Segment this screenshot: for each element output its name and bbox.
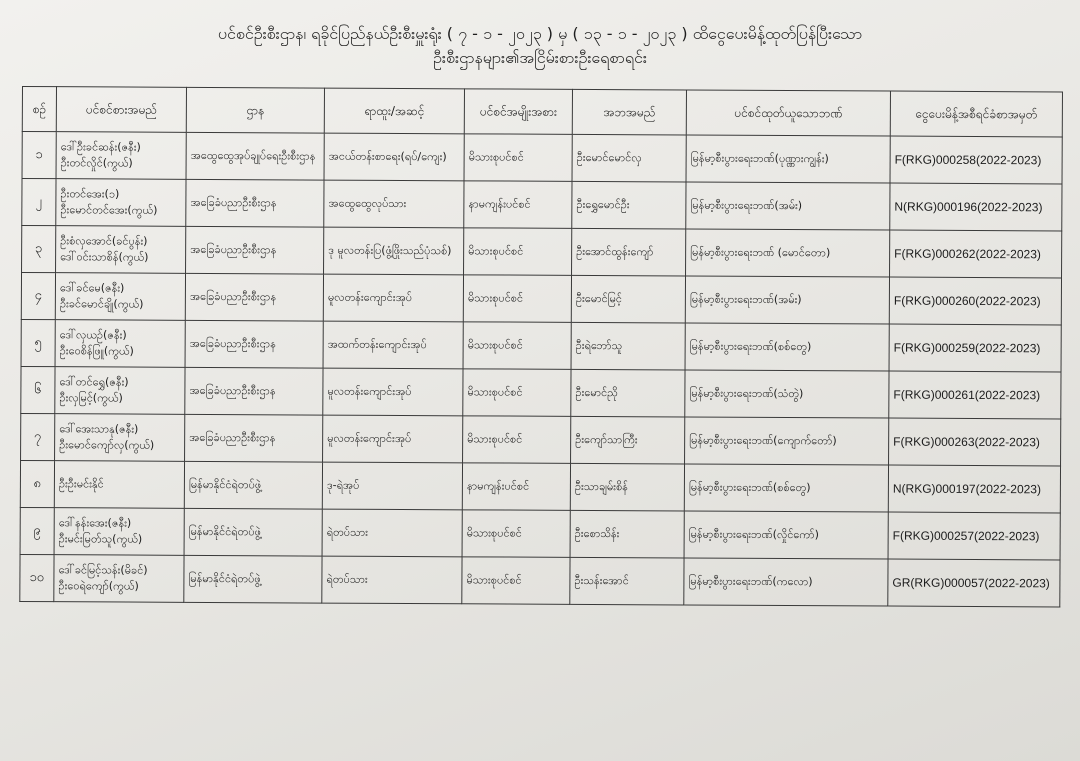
row-number: ၄: [21, 273, 55, 320]
document-title: [40, 22, 1040, 70]
department: အခြေခံပညာဦးစီးဌာန: [186, 179, 324, 227]
pensioner-name-line-1: ဦးတင်အေး(၁): [60, 187, 120, 201]
pension-type: မိသားစုပင်စင်: [462, 510, 570, 558]
row-number: ၆: [21, 366, 55, 413]
pensioner-name-line-2: ဦးဝေစိန်ဖြူ(ကွယ်): [59, 344, 134, 358]
department: မြန်မာနိုင်ငံရဲတပ်ဖွဲ့: [184, 555, 322, 603]
bank: မြန်မာ့စီးပွားရေးဘဏ်(စစ်တွေ): [685, 323, 889, 371]
father-name: ဦးမောင်မောင်လှ: [572, 134, 686, 182]
pensioner-name-line-1: ဦးဦးမင်းနိုင်: [58, 477, 104, 491]
bank: မြန်မာ့စီးပွားရေးဘဏ် (မောင်တော): [686, 229, 890, 277]
pensioner-name: [55, 414, 185, 462]
rank: အငယ်တန်းစာရေး(ရပ်/ကျေး): [324, 133, 464, 181]
row-number: ၇: [21, 413, 55, 460]
bank: မြန်မာ့စီးပွားရေးဘဏ်(အမ်း): [685, 276, 889, 324]
father-name: ဦးသန်းအောင်: [570, 557, 684, 605]
pensioner-name: [55, 320, 185, 368]
pensioner-name-line-1: ဒေါ်ခင်မေ(ဇနီး): [59, 281, 125, 295]
table-row: [20, 507, 1060, 559]
department: အခြေခံပညာဦးစီးဌာန: [185, 414, 323, 462]
row-number: ၃: [22, 226, 56, 273]
pensioner-name-line-1: ဒေါ်လှယဉ်(ဇနီး): [59, 328, 127, 342]
pensioner-name-line-2: ဦးမောင်တင်အေး(ကွယ်): [60, 203, 158, 217]
pensioner-name-line-2: ဦးတင်လှိုင်(ကွယ်): [60, 156, 133, 170]
report-number: F(RKG)000258(2022-2023): [890, 136, 1062, 184]
department: အထွေထွေအုပ်ချုပ်ရေးဦးစီးဌာန: [186, 132, 324, 180]
row-number: ၉: [20, 507, 54, 554]
rank: ဒု-ရဲအုပ်: [322, 462, 462, 510]
row-number: ၅: [21, 319, 55, 366]
pensioner-name-line-2: ဒေါ်ဝင်းသာစိန်(ကွယ်): [60, 250, 149, 264]
table-row: [21, 273, 1061, 325]
bank: မြန်မာ့စီးပွားရေးဘဏ်(စစ်တွေ): [684, 464, 888, 512]
rank: မူလတန်းကျောင်းအုပ်: [323, 415, 463, 463]
department: မြန်မာနိုင်ငံရဲတပ်ဖွဲ့: [184, 461, 322, 509]
pensioner-name: [54, 508, 184, 556]
table-row: [22, 226, 1062, 278]
report-number: F(RKG)000259(2022-2023): [889, 324, 1061, 372]
rank: ရဲတပ်သား: [322, 556, 462, 604]
col-header-father-name: အဘအမည်: [572, 89, 686, 135]
pension-type: မိသားစုပင်စင်: [463, 369, 571, 417]
pension-type: မိသားစုပင်စင်: [464, 134, 572, 182]
father-name: ဦးရဲဘော်သူ: [571, 322, 685, 370]
department: အခြေခံပညာဦးစီးဌာန: [185, 320, 323, 368]
report-number: F(RKG)000263(2022-2023): [889, 418, 1061, 466]
report-number: F(RKG)000257(2022-2023): [888, 512, 1060, 560]
table-row: [22, 132, 1062, 184]
pension-type: မိသားစုပင်စင်: [463, 416, 571, 464]
pensioner-name: [56, 132, 186, 180]
department: အခြေခံပညာဦးစီးဌာန: [185, 273, 323, 321]
pension-type: နာမကျန်းပင်စင်: [464, 181, 572, 229]
table-row: [21, 319, 1061, 371]
pensioner-name-line-1: ဒေါ်တင်ရွှေ(ဇနီး): [59, 375, 129, 389]
col-header-rank: ရာထူး/အဆင့်: [324, 88, 464, 134]
father-name: ဦးအောင်ထွန်းကျော်: [572, 228, 686, 276]
row-number: ၁: [22, 132, 56, 179]
rank: မူလတန်းကျောင်းအုပ်: [323, 368, 463, 416]
pensioner-name: [55, 367, 185, 415]
table-row: [21, 366, 1061, 418]
row-number: ၈: [20, 460, 54, 507]
bank: မြန်မာ့စီးပွားရေးဘဏ်(အမ်း): [686, 182, 890, 230]
pensioner-name-line-2: ဦးခင်မောင်ချို(ကွယ်): [59, 297, 144, 311]
pension-type: နာမကျန်းပင်စင်: [462, 463, 570, 511]
father-name: ဦးမောင်မြင့်: [571, 275, 685, 323]
pensioner-name-line-1: ဦးစံလှအောင်(ခင်ပွန်း): [60, 234, 148, 248]
report-number: F(RKG)000261(2022-2023): [889, 371, 1061, 419]
rank: ရဲတပ်သား: [322, 509, 462, 557]
col-header-bank: ပင်စင်ထုတ်ယူသောဘဏ်: [686, 90, 890, 136]
pensioner-name: [55, 273, 185, 321]
col-header-name: ပင်စင်စားအမည်: [56, 87, 186, 133]
bank: မြန်မာ့စီးပွားရေးဘဏ်(သံတွဲ): [685, 370, 889, 418]
pension-type: မိသားစုပင်စင်: [462, 557, 570, 605]
col-header-pension-type: ပင်စင်အမျိုးအစား: [464, 89, 572, 135]
bank: မြန်မာ့စီးပွားရေးဘဏ်(လှိုင်ကော်): [684, 511, 888, 559]
father-name: ဦးသာချမ်းစိန်: [570, 463, 684, 511]
pension-table: [19, 86, 1063, 607]
pensioner-name-line-2: ဦးမင်းမြတ်သူ(ကွယ်): [58, 532, 143, 546]
department: မြန်မာနိုင်ငံရဲတပ်ဖွဲ့: [184, 508, 322, 556]
rank: မူလတန်းကျောင်းအုပ်: [323, 274, 463, 322]
table-row: [21, 413, 1061, 465]
row-number: ၁၀: [20, 554, 54, 601]
table-row: [20, 554, 1060, 606]
rank: အထက်တန်းကျောင်းအုပ်: [323, 321, 463, 369]
col-header-no: စဉ်: [22, 87, 56, 132]
title-line-1: ပင်စင်ဦးစီးဌာန၊ ရခိုင်ပြည်နယ်ဦးစီးမှူးရုံး ( ၇ - ၁ - ၂၀၂၃ ) မှ ( ၁၃ - ၁ - ၂၀၂၃ ) ထိငွေပေးမိန့်ထုတ်ပြန်ပြီးသော: [217, 24, 863, 43]
pension-type: မိသားစုပင်စင်: [463, 275, 571, 323]
pensioner-name-line-1: ဒေါ်ခင်မြင့်သန်း(မိခင်): [58, 563, 148, 577]
pensioner-name: [54, 555, 184, 603]
father-name: ဦးရွှေမောင်ဦး: [572, 181, 686, 229]
pension-type: မိသားစုပင်စင်: [464, 228, 572, 276]
report-number: GR(RKG)000057(2022-2023): [888, 559, 1060, 607]
pensioner-name-line-1: ဒေါ်အေးသာနု(ဇနီး): [59, 422, 139, 436]
rank: အထွေထွေလုပ်သား: [324, 180, 464, 228]
col-header-department: ဌာန: [186, 87, 324, 133]
pensioner-name-line-2: ဦးမောင်ကျော်လှ(ကွယ်): [59, 438, 155, 452]
report-number: F(RKG)000262(2022-2023): [890, 230, 1062, 278]
pension-type: မိသားစုပင်စင်: [463, 322, 571, 370]
rank: ဒု မူလတန်းပြ(ဖွံ့ဖြိုးသည်ပုံသစ်): [324, 227, 464, 275]
pensioner-name-line-1: ဒေါ်ဦးခင်ဆန်း(ဇနီး): [60, 140, 141, 154]
department: အခြေခံပညာဦးစီးဌာန: [186, 226, 324, 274]
bank: မြန်မာ့စီးပွားရေးဘဏ်(ကလော): [684, 558, 888, 606]
report-number: N(RKG)000197(2022-2023): [888, 465, 1060, 513]
pensioner-name: [54, 461, 184, 509]
father-name: ဦးစောသိန်း: [570, 510, 684, 558]
row-number: ၂: [22, 179, 56, 226]
father-name: ဦးမောင်ညို: [571, 369, 685, 417]
pensioner-name: [56, 179, 186, 227]
department: အခြေခံပညာဦးစီးဌာန: [185, 367, 323, 415]
pensioner-name-line-1: ဒေါ်နန်းအေး(ဇနီး): [58, 516, 132, 530]
report-number: N(RKG)000196(2022-2023): [890, 183, 1062, 231]
pensioner-name: [56, 226, 186, 274]
header-row: [22, 87, 1062, 137]
pensioner-name-line-2: ဦးလှမြင့်(ကွယ်): [59, 391, 123, 405]
table-row: [20, 460, 1060, 512]
bank: မြန်မာ့စီးပွားရေးဘဏ်(ကျောက်တော်): [685, 417, 889, 465]
table-row: [22, 179, 1062, 231]
col-header-report-no: ငွေပေးမိန့်အစီရင်ခံစာအမှတ်: [890, 91, 1062, 137]
pensioner-name-line-2: ဦးဝေရဲကျော်(ကွယ်): [58, 579, 139, 593]
report-number: F(RKG)000260(2022-2023): [889, 277, 1061, 325]
father-name: ဦးကျော်သာကြီး: [571, 416, 685, 464]
bank: မြန်မာ့စီးပွားရေးဘဏ်(ပုဏ္ဏားကျွန်း): [686, 135, 890, 183]
title-line-2: ဦးစီးဌာနများ၏အငြိမ်းစားဦးရေစာရင်း: [433, 48, 647, 67]
